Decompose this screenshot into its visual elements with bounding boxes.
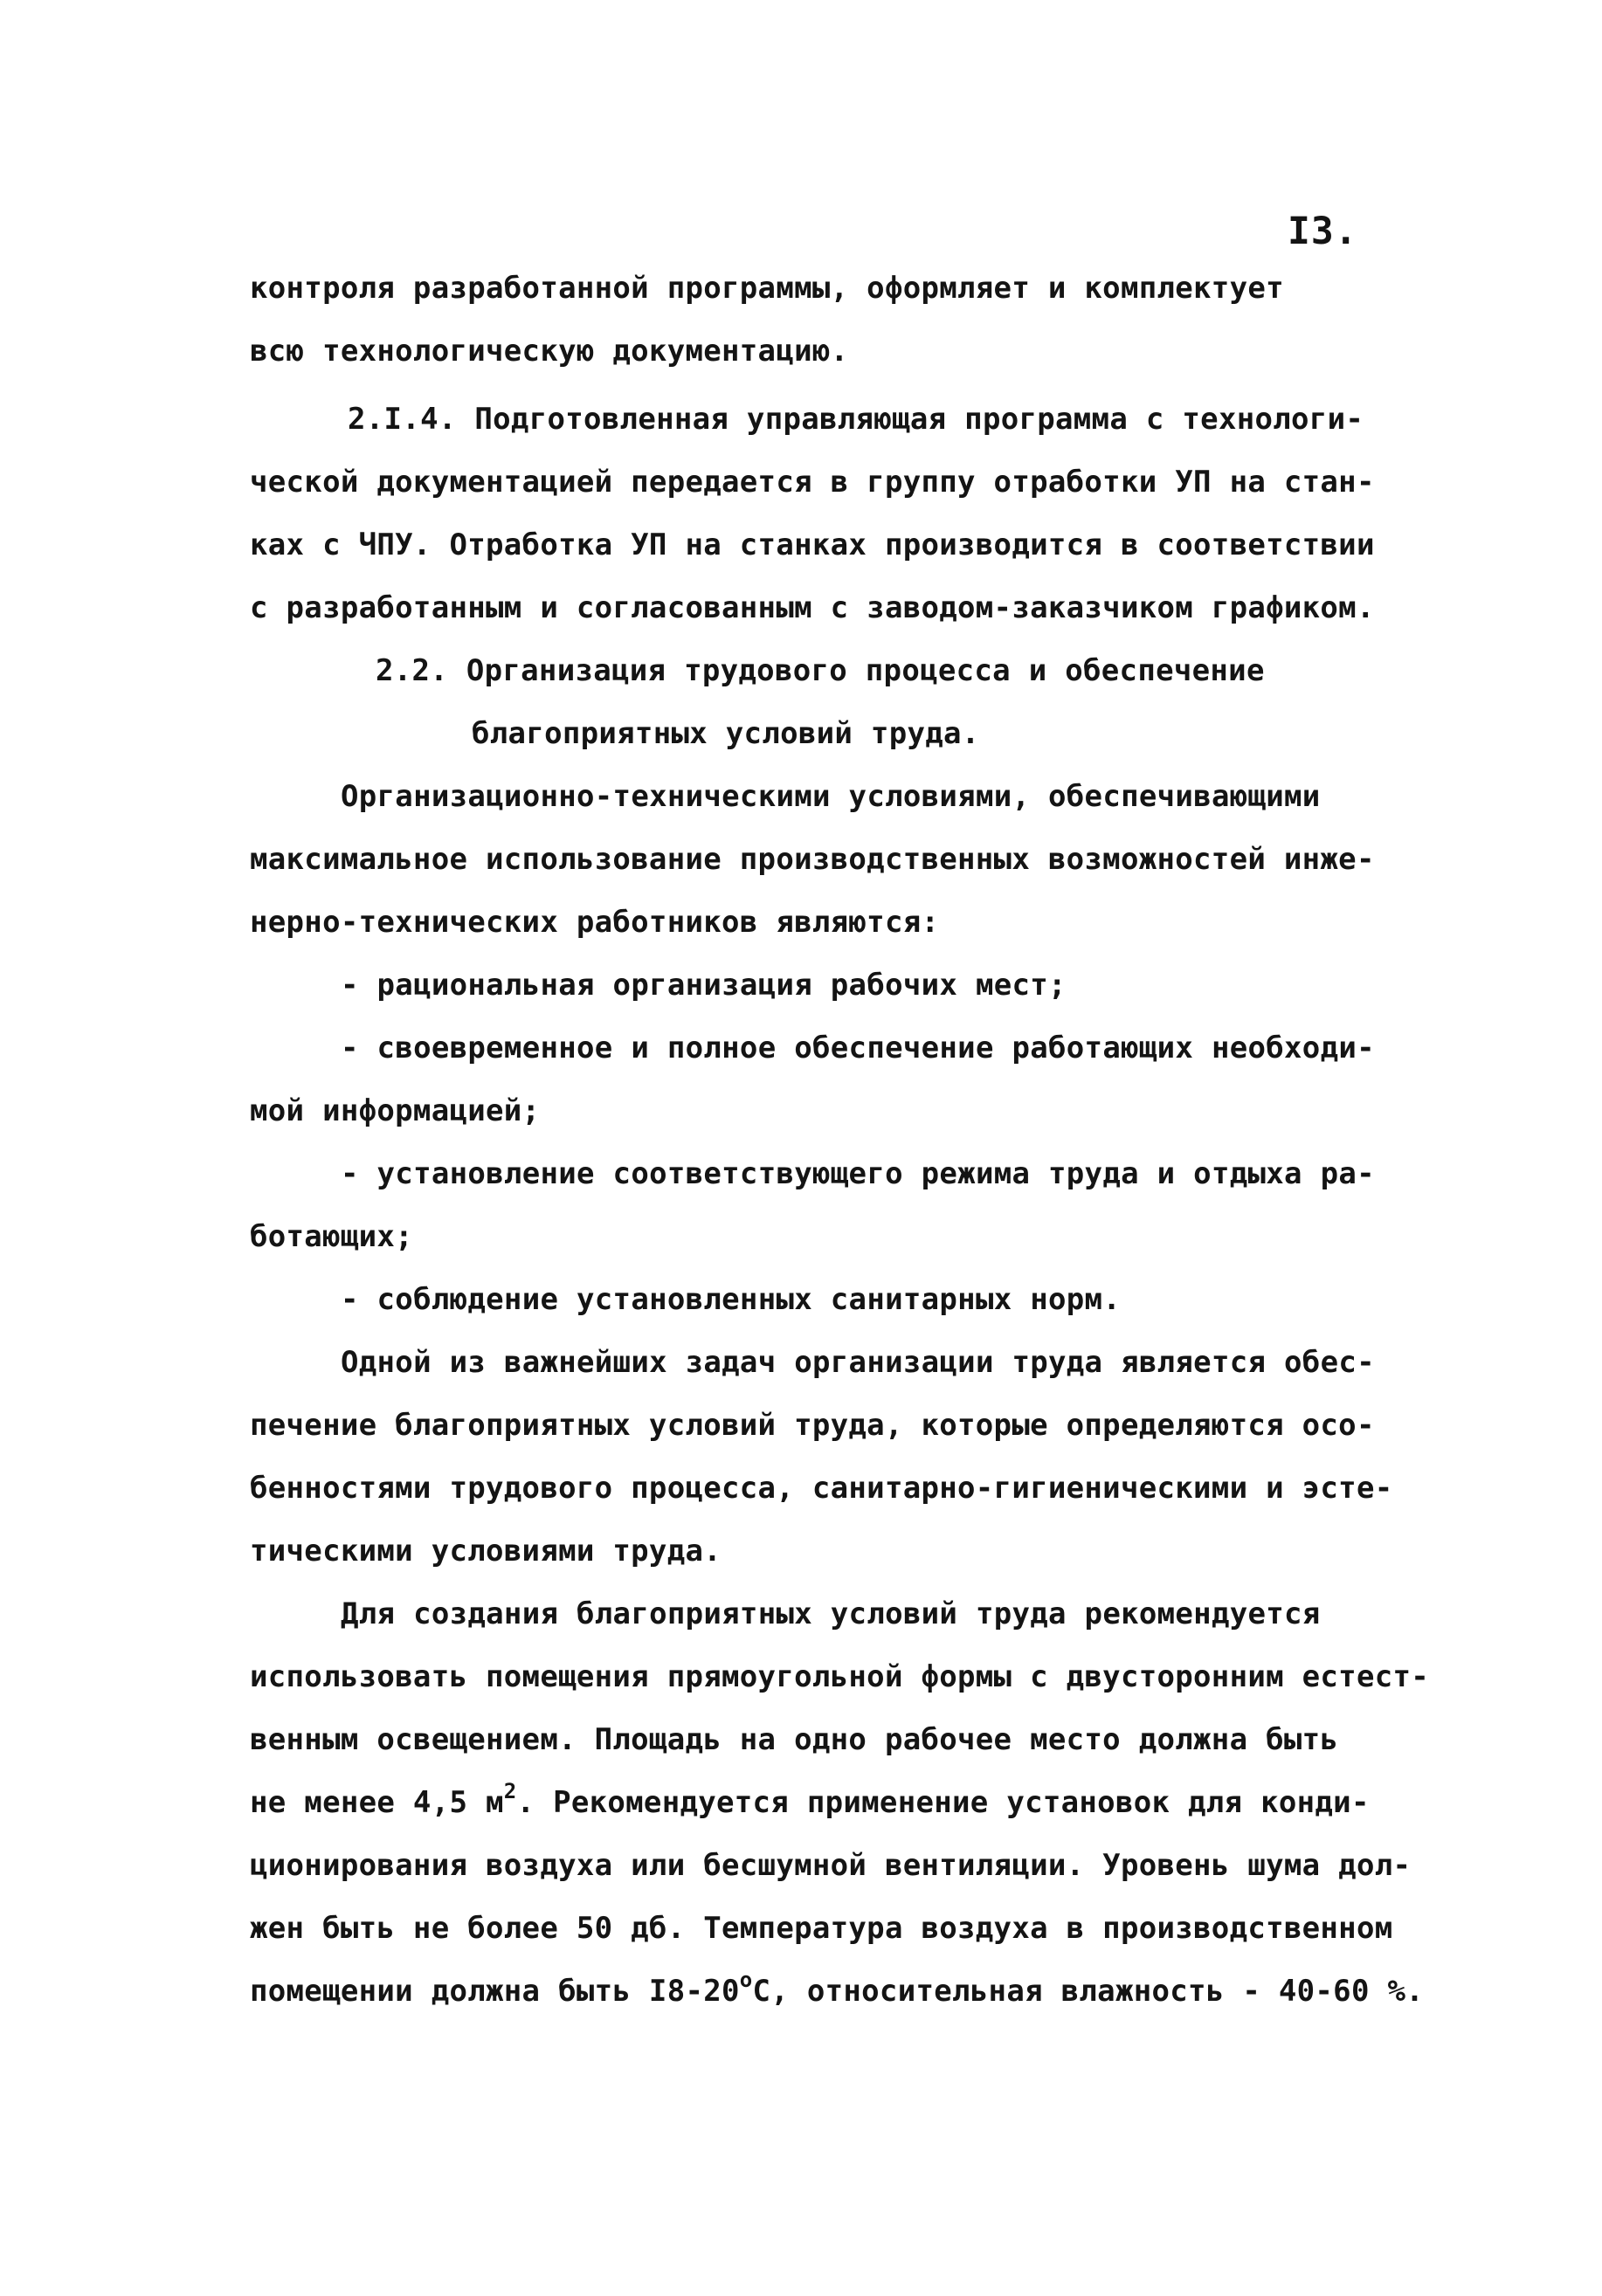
page-number: I3.	[1288, 210, 1358, 253]
temperature-text-cont: С, относительная влажность - 40-60 %.	[752, 1974, 1425, 2009]
text-line: венным освещением. Площадь на одно рабочее место должна быть	[250, 1722, 1339, 1757]
area-text: не менее 4,5 м	[250, 1785, 504, 1820]
text-line: ционирования воздуха или бесшумной вентиляции. Уровень шума дол-	[250, 1848, 1412, 1883]
text-line: нерно-технических работников являются:	[250, 905, 940, 940]
text-line: ках с ЧПУ. Отработка УП на станках производится в соответствии	[250, 527, 1375, 562]
text-line: использовать помещения прямоугольной формы с двусторонним естест-	[250, 1659, 1430, 1694]
section-heading: 2.2. Организация трудового процесса и обеспечение	[376, 653, 1265, 688]
list-item: - установление соответствующего режима труда и отдыха ра-	[341, 1156, 1375, 1191]
text-line: контроля разработанной программы, оформляет и комплектует	[250, 271, 1284, 306]
text-line-area	[250, 1778, 1370, 1820]
superscript-2: 2	[503, 1778, 517, 1803]
text-line: Организационно-техническими условиями, обеспечивающими	[341, 779, 1321, 814]
text-line: всю технологическую документацию.	[250, 334, 849, 369]
list-item: - своевременное и полное обеспечение работающих необходи-	[341, 1031, 1375, 1065]
text-line-temperature	[250, 1967, 1425, 2009]
list-item: - рациональная организация рабочих мест;	[341, 968, 1067, 1003]
text-line: максимальное использование производственных возможностей инже-	[250, 842, 1375, 877]
text-line: с разработанным и согласованным с заводом-заказчиком графиком.	[250, 590, 1375, 625]
section-heading: благоприятных условий труда.	[472, 716, 980, 751]
list-item: ботающих;	[250, 1219, 413, 1254]
area-text-cont: . Рекомендуется применение установок для конди-	[516, 1785, 1370, 1820]
text-line: Для создания благоприятных условий труда рекомендуется	[341, 1596, 1321, 1631]
text-line: ческой документацией передается в группу отработки УП на стан-	[250, 465, 1375, 500]
temperature-text: помещении должна быть I8-20	[250, 1974, 740, 2009]
degree-sign: o	[739, 1967, 753, 1992]
text-line: Одной из важнейших задач организации труда является обес-	[341, 1345, 1375, 1380]
text-line: печение благоприятных условий труда, которые определяются осо-	[250, 1408, 1375, 1443]
text-line: тическими условиями труда.	[250, 1534, 722, 1569]
list-item: - соблюдение установленных санитарных норм.	[341, 1282, 1122, 1317]
text-line: бенностями трудового процесса, санитарно-гигиеническими и эсте-	[250, 1471, 1393, 1506]
list-item: мой информацией;	[250, 1093, 541, 1128]
text-line: 2.I.4. Подготовленная управляющая программа с технологи-	[348, 402, 1364, 437]
text-line: жен быть не более 50 дб. Температура воздуха в производственном	[250, 1911, 1393, 1946]
